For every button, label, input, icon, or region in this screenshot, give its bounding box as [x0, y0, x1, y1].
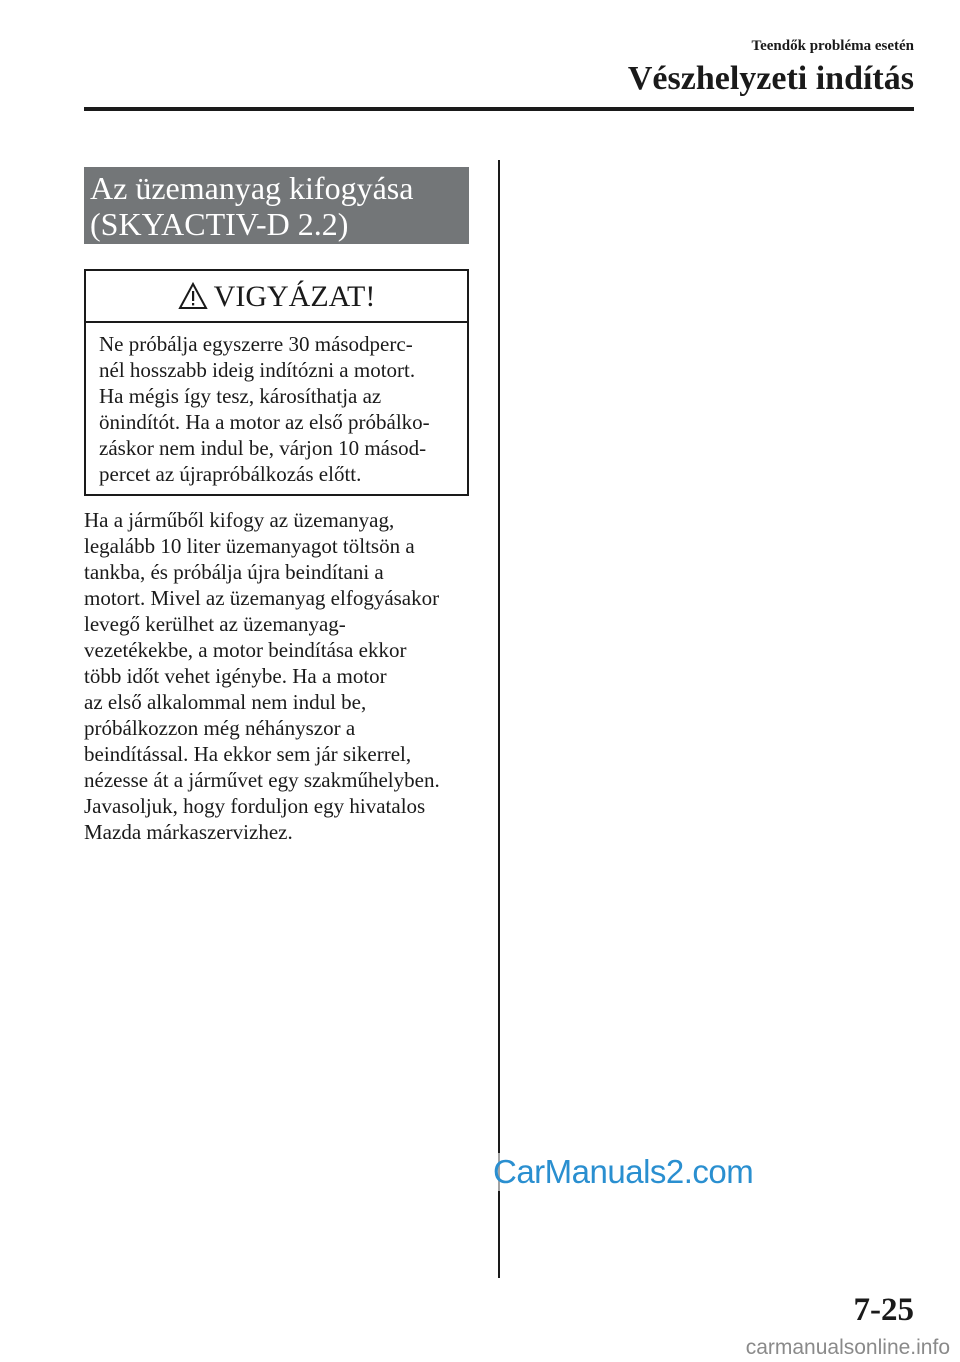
header-divider	[84, 107, 914, 111]
caution-line: Ne próbálja egyszerre 30 másodperc-	[99, 332, 413, 356]
body-line: legalább 10 liter üzemanyagot töltsön a	[84, 534, 415, 558]
caution-title: VIGYÁZAT!	[213, 280, 376, 313]
body-line: vezetékekbe, a motor beindítása ekkor	[84, 638, 407, 662]
body-line: motort. Mivel az üzemanyag elfogyásakor	[84, 586, 440, 610]
caution-line: Ha mégis így tesz, károsíthatja az	[99, 384, 382, 408]
caution-text	[86, 323, 467, 487]
caution-line: önindítót. Ha a motor az első próbálko-	[99, 410, 430, 434]
caution-line: nél hosszabb ideig indítózni a motort.	[99, 358, 416, 382]
caution-line: záskor nem indul be, várjon 10 másod-	[99, 436, 427, 460]
page-number: 7-25	[853, 1292, 914, 1328]
caution-box	[84, 269, 469, 496]
body-line: levegő kerülhet az üzemanyag-	[84, 612, 346, 636]
body-paragraph	[84, 507, 474, 845]
watermark-carmanuals2: CarManuals2.com	[493, 1153, 754, 1190]
body-line: Mazda márkaszervizhez.	[84, 820, 293, 844]
caution-header	[86, 271, 467, 323]
body-line: próbálkozzon még néhányszor a	[84, 716, 356, 740]
watermark-carmanualsonline: carmanualsonline.info	[745, 1336, 950, 1359]
body-line: az első alkalommal nem indul be,	[84, 690, 367, 714]
body-line: Ha a járműből kifogy az üzemanyag,	[84, 508, 395, 532]
caution-line: percet az újrapróbálkozás előtt.	[99, 462, 362, 486]
column-divider	[498, 160, 500, 1278]
section-heading	[84, 167, 469, 244]
body-line: tankba, és próbálja újra beindítani a	[84, 560, 384, 584]
body-line: több időt vehet igénybe. Ha a motor	[84, 664, 387, 688]
section-heading-line-2: (SKYACTIV-D 2.2)	[90, 206, 349, 242]
body-line: nézesse át a járművet egy szakműhelyben.	[84, 768, 440, 792]
section-heading-line-1: Az üzemanyag kifogyása	[90, 170, 414, 206]
chapter-title: Teendők probléma esetén	[751, 38, 914, 54]
body-line: Javasoljuk, hogy forduljon egy hivatalos	[84, 794, 426, 818]
warning-triangle-icon	[178, 282, 208, 310]
page-title: Vészhelyzeti indítás	[627, 60, 914, 97]
body-line: beindítással. Ha ekkor sem jár sikerrel,	[84, 742, 412, 766]
